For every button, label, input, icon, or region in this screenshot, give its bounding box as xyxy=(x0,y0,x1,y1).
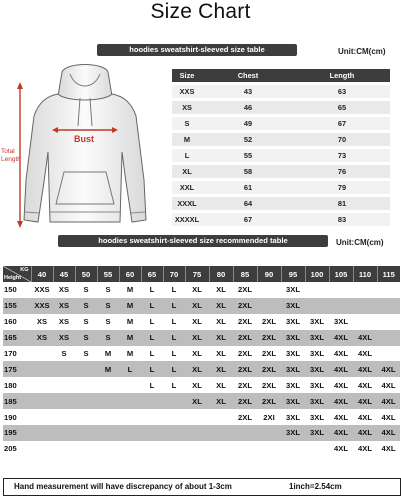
hoodie-drawing xyxy=(0,60,170,235)
size-recommendation-cell: 2XL xyxy=(233,314,257,330)
chest-cell: 49 xyxy=(202,117,294,130)
size-recommendation-cell: XL xyxy=(209,330,233,346)
size-recommendation-cell: 2XL xyxy=(233,361,257,377)
size-recommendation-cell: XL xyxy=(209,393,233,409)
size-recommendation-cell: XL xyxy=(209,361,233,377)
size-recommendation-cell: 3XL xyxy=(281,361,305,377)
weight-header: 100 xyxy=(305,266,329,282)
size-recommendation-cell: 3XL xyxy=(281,377,305,393)
length-header: Length xyxy=(294,69,390,82)
weight-header: 40 xyxy=(31,266,53,282)
size-recommendation-cell xyxy=(305,298,329,314)
size-recommendation-cell xyxy=(257,298,281,314)
size-recommendation-cell: 4XL xyxy=(353,361,377,377)
size-recommendation-cell: L xyxy=(141,377,163,393)
recommend-table xyxy=(3,266,400,457)
recommend-table-unit: Unit:CM(cm) xyxy=(336,238,384,247)
size-recommendation-cell: 2XL xyxy=(257,330,281,346)
size-recommendation-cell: L xyxy=(163,282,185,298)
hoodie-illustration xyxy=(0,60,170,235)
size-recommendation-cell xyxy=(119,393,141,409)
size-recommendation-cell: 4XL xyxy=(377,409,400,425)
size-recommendation-cell: S xyxy=(75,330,97,346)
chest-cell: 55 xyxy=(202,149,294,162)
chest-cell: 61 xyxy=(202,181,294,194)
size-recommendation-cell xyxy=(353,314,377,330)
weight-header: 85 xyxy=(233,266,257,282)
size-header: Size xyxy=(172,69,202,82)
size-cell: XXXXL xyxy=(172,213,202,226)
size-recommendation-cell xyxy=(377,314,400,330)
size-recommendation-cell: 2XL xyxy=(257,393,281,409)
size-recommendation-cell: 4XL xyxy=(353,441,377,457)
height-cell: 175 xyxy=(3,361,31,377)
size-recommendation-cell xyxy=(185,409,209,425)
size-recommendation-cell: L xyxy=(163,330,185,346)
size-recommendation-cell: XL xyxy=(185,346,209,362)
size-recommendation-cell xyxy=(163,393,185,409)
size-recommendation-cell: L xyxy=(163,361,185,377)
size-recommendation-cell: XL xyxy=(209,282,233,298)
size-recommendation-cell xyxy=(257,425,281,441)
corner-height-label: Height xyxy=(4,275,22,281)
size-recommendation-cell: 4XL xyxy=(377,441,400,457)
size-recommendation-cell xyxy=(53,409,75,425)
size-recommendation-cell: M xyxy=(119,346,141,362)
size-recommendation-cell: 2XL xyxy=(233,298,257,314)
size-recommendation-cell xyxy=(141,393,163,409)
size-recommendation-cell: 3XL xyxy=(281,393,305,409)
size-recommendation-cell xyxy=(31,441,53,457)
size-recommendation-cell: L xyxy=(163,298,185,314)
size-recommendation-cell: S xyxy=(75,346,97,362)
size-recommendation-cell: 4XL xyxy=(329,441,353,457)
size-recommendation-cell: 3XL xyxy=(281,425,305,441)
size-recommendation-cell: 4XL xyxy=(353,377,377,393)
size-recommendation-cell: 2XL xyxy=(257,361,281,377)
size-recommendation-cell: L xyxy=(141,330,163,346)
length-cell: 73 xyxy=(294,149,390,162)
total-length-label-line1: Total xyxy=(1,148,15,155)
size-recommendation-cell: 4XL xyxy=(329,346,353,362)
size-recommendation-cell xyxy=(53,361,75,377)
size-recommendation-cell: XL xyxy=(209,346,233,362)
table-row xyxy=(172,133,390,146)
size-recommendation-cell: XS xyxy=(53,330,75,346)
table-row xyxy=(172,197,390,210)
size-recommendation-cell: XL xyxy=(209,314,233,330)
page-title: Size Chart xyxy=(150,0,251,23)
size-recommendation-cell: 2XI xyxy=(257,409,281,425)
size-recommendation-cell xyxy=(97,377,119,393)
size-recommendation-cell: 4XL xyxy=(329,377,353,393)
inch-conversion: 1inch=2.54cm xyxy=(289,482,342,491)
size-recommendation-cell xyxy=(257,441,281,457)
size-recommendation-cell: L xyxy=(119,361,141,377)
size-recommendation-cell xyxy=(119,441,141,457)
size-recommendation-cell: S xyxy=(53,346,75,362)
size-recommendation-cell xyxy=(31,346,53,362)
size-recommendation-cell: M xyxy=(119,282,141,298)
size-cell: XXL xyxy=(172,181,202,194)
total-length-label xyxy=(1,148,21,164)
height-cell: 205 xyxy=(3,441,31,457)
size-recommendation-cell xyxy=(119,425,141,441)
size-recommendation-cell xyxy=(53,441,75,457)
size-recommendation-cell xyxy=(209,409,233,425)
size-recommendation-cell xyxy=(377,330,400,346)
discrepancy-note: Hand measurement will have discrepancy of about 1-3cm xyxy=(14,482,232,491)
length-cell: 67 xyxy=(294,117,390,130)
table-row xyxy=(172,181,390,194)
size-cell: XXXL xyxy=(172,197,202,210)
table-row xyxy=(3,425,400,441)
size-recommendation-cell: XS xyxy=(53,314,75,330)
size-recommendation-cell: L xyxy=(163,377,185,393)
size-recommendation-cell: 3XL xyxy=(305,425,329,441)
weight-header: 55 xyxy=(97,266,119,282)
size-recommendation-cell: L xyxy=(163,314,185,330)
size-recommendation-cell: 2XL xyxy=(257,377,281,393)
size-recommendation-cell xyxy=(141,409,163,425)
size-recommendation-cell: 3XL xyxy=(281,409,305,425)
size-recommendation-cell: 3XL xyxy=(305,330,329,346)
weight-header: 50 xyxy=(75,266,97,282)
size-recommendation-cell: XL xyxy=(185,282,209,298)
weight-header: 65 xyxy=(141,266,163,282)
size-recommendation-cell xyxy=(329,298,353,314)
table-row xyxy=(3,330,400,346)
size-recommendation-cell xyxy=(353,298,377,314)
table-row xyxy=(3,298,400,314)
size-recommendation-cell: 3XL xyxy=(329,314,353,330)
size-recommendation-cell xyxy=(233,441,257,457)
size-recommendation-cell: XL xyxy=(209,377,233,393)
size-recommendation-cell xyxy=(257,282,281,298)
length-cell: 83 xyxy=(294,213,390,226)
size-recommendation-cell: 4XL xyxy=(377,361,400,377)
size-recommendation-cell xyxy=(31,377,53,393)
height-cell: 155 xyxy=(3,298,31,314)
size-recommendation-cell: XXS xyxy=(31,298,53,314)
size-recommendation-cell xyxy=(53,393,75,409)
size-table-header-row xyxy=(172,69,390,82)
size-recommendation-cell xyxy=(31,425,53,441)
height-cell: 170 xyxy=(3,346,31,362)
size-recommendation-cell xyxy=(305,282,329,298)
size-recommendation-cell xyxy=(31,361,53,377)
size-recommendation-cell: S xyxy=(97,330,119,346)
weight-header: 115 xyxy=(377,266,400,282)
table-row xyxy=(172,213,390,226)
size-recommendation-cell: 2XL xyxy=(257,314,281,330)
size-recommendation-cell: S xyxy=(97,298,119,314)
height-cell: 150 xyxy=(3,282,31,298)
height-cell: 195 xyxy=(3,425,31,441)
height-cell: 190 xyxy=(3,409,31,425)
size-recommendation-cell: L xyxy=(141,314,163,330)
size-recommendation-cell xyxy=(329,282,353,298)
recommend-table-banner: hoodies sweatshirt-sleeved size recommended table xyxy=(58,235,328,247)
size-recommendation-cell: L xyxy=(141,298,163,314)
size-recommendation-cell xyxy=(233,425,257,441)
size-recommendation-cell: 4XL xyxy=(329,409,353,425)
weight-header: 95 xyxy=(281,266,305,282)
size-recommendation-cell: L xyxy=(141,361,163,377)
size-recommendation-cell: L xyxy=(163,346,185,362)
size-recommendation-cell: XXS xyxy=(31,282,53,298)
size-recommendation-cell: 4XL xyxy=(353,346,377,362)
size-recommendation-cell: S xyxy=(75,314,97,330)
weight-header: 90 xyxy=(257,266,281,282)
size-recommendation-cell: 3XL xyxy=(305,409,329,425)
size-recommendation-cell: S xyxy=(75,298,97,314)
table-row xyxy=(172,101,390,114)
size-recommendation-cell xyxy=(209,441,233,457)
size-recommendation-cell: 4XL xyxy=(353,425,377,441)
size-recommendation-cell: M xyxy=(119,298,141,314)
size-recommendation-cell xyxy=(53,377,75,393)
table-row xyxy=(3,282,400,298)
size-recommendation-cell: XS xyxy=(31,314,53,330)
table-row xyxy=(172,165,390,178)
chest-cell: 58 xyxy=(202,165,294,178)
weight-header: 60 xyxy=(119,266,141,282)
size-recommendation-cell: M xyxy=(97,346,119,362)
size-recommendation-cell xyxy=(377,346,400,362)
size-table-banner: hoodies sweatshirt-sleeved size table xyxy=(97,44,297,56)
size-recommendation-cell xyxy=(119,377,141,393)
length-cell: 79 xyxy=(294,181,390,194)
weight-header: 105 xyxy=(329,266,353,282)
size-recommendation-cell: S xyxy=(97,282,119,298)
size-recommendation-cell xyxy=(185,425,209,441)
size-recommendation-cell: XL xyxy=(185,314,209,330)
size-recommendation-cell: L xyxy=(141,346,163,362)
height-cell: 165 xyxy=(3,330,31,346)
size-recommendation-cell: 3XL xyxy=(305,377,329,393)
size-recommendation-cell xyxy=(377,282,400,298)
size-recommendation-cell: M xyxy=(119,314,141,330)
table-row xyxy=(172,149,390,162)
size-table xyxy=(172,66,390,229)
size-recommendation-cell: 2XL xyxy=(233,330,257,346)
length-cell: 70 xyxy=(294,133,390,146)
total-length-label-line2: Length xyxy=(1,156,21,163)
size-recommendation-cell: 2XL xyxy=(257,346,281,362)
size-recommendation-cell: S xyxy=(75,282,97,298)
size-recommendation-cell xyxy=(31,393,53,409)
size-recommendation-cell xyxy=(209,425,233,441)
size-recommendation-cell xyxy=(185,441,209,457)
length-cell: 65 xyxy=(294,101,390,114)
corner-cell xyxy=(3,266,31,282)
size-recommendation-cell xyxy=(163,425,185,441)
size-recommendation-cell: 2XL xyxy=(233,393,257,409)
size-recommendation-cell xyxy=(75,377,97,393)
size-recommendation-cell xyxy=(75,361,97,377)
size-cell: L xyxy=(172,149,202,162)
size-recommendation-cell: 4XL xyxy=(329,330,353,346)
table-row xyxy=(3,377,400,393)
size-recommendation-cell: 4XL xyxy=(377,377,400,393)
chest-cell: 46 xyxy=(202,101,294,114)
size-recommendation-cell xyxy=(305,441,329,457)
size-recommendation-cell: L xyxy=(141,282,163,298)
size-recommendation-cell: 3XL xyxy=(281,346,305,362)
size-recommendation-cell: 4XL xyxy=(353,409,377,425)
size-recommendation-cell: XL xyxy=(185,361,209,377)
size-recommendation-cell xyxy=(163,441,185,457)
table-row xyxy=(3,361,400,377)
weight-header: 110 xyxy=(353,266,377,282)
size-recommendation-cell: 4XL xyxy=(377,425,400,441)
weight-header: 45 xyxy=(53,266,75,282)
height-cell: 160 xyxy=(3,314,31,330)
size-recommendation-cell: XL xyxy=(209,298,233,314)
table-row xyxy=(3,441,400,457)
size-recommendation-cell: XL xyxy=(185,330,209,346)
size-recommendation-cell: M xyxy=(97,361,119,377)
size-recommendation-cell xyxy=(353,282,377,298)
size-recommendation-cell xyxy=(281,441,305,457)
size-recommendation-cell xyxy=(97,409,119,425)
size-recommendation-cell: 2XL xyxy=(233,409,257,425)
size-recommendation-cell: 2XL xyxy=(233,346,257,362)
size-recommendation-cell: 3XL xyxy=(281,282,305,298)
height-cell: 185 xyxy=(3,393,31,409)
size-cell: XL xyxy=(172,165,202,178)
size-recommendation-cell xyxy=(31,409,53,425)
size-recommendation-cell: 3XL xyxy=(305,346,329,362)
length-cell: 63 xyxy=(294,85,390,98)
size-recommendation-cell xyxy=(97,393,119,409)
height-cell: 180 xyxy=(3,377,31,393)
recommend-header-row xyxy=(3,266,400,282)
chest-cell: 52 xyxy=(202,133,294,146)
size-recommendation-cell xyxy=(141,441,163,457)
size-cell: XXS xyxy=(172,85,202,98)
size-recommendation-cell xyxy=(141,425,163,441)
size-recommendation-cell: XL xyxy=(185,298,209,314)
size-cell: S xyxy=(172,117,202,130)
size-recommendation-cell: 4XL xyxy=(329,425,353,441)
chest-cell: 43 xyxy=(202,85,294,98)
size-table-unit: Unit:CM(cm) xyxy=(338,47,386,56)
size-recommendation-cell xyxy=(97,441,119,457)
weight-header: 70 xyxy=(163,266,185,282)
chest-header: Chest xyxy=(202,69,294,82)
size-recommendation-cell xyxy=(75,393,97,409)
size-recommendation-cell xyxy=(119,409,141,425)
size-recommendation-cell: 3XL xyxy=(281,330,305,346)
size-recommendation-cell: 4XL xyxy=(377,393,400,409)
size-recommendation-cell: 3XL xyxy=(305,361,329,377)
size-recommendation-cell: 3XL xyxy=(305,314,329,330)
size-recommendation-cell: XS xyxy=(53,282,75,298)
size-recommendation-cell: M xyxy=(119,330,141,346)
size-cell: M xyxy=(172,133,202,146)
chest-cell: 64 xyxy=(202,197,294,210)
bust-label: Bust xyxy=(74,134,94,144)
size-recommendation-cell xyxy=(75,441,97,457)
size-recommendation-cell: 3XL xyxy=(281,314,305,330)
size-recommendation-cell xyxy=(377,298,400,314)
table-row xyxy=(3,409,400,425)
size-recommendation-cell: 3XL xyxy=(305,393,329,409)
size-recommendation-cell xyxy=(97,425,119,441)
size-cell: XS xyxy=(172,101,202,114)
size-recommendation-cell: 2XL xyxy=(233,282,257,298)
footer-note-box xyxy=(3,478,401,496)
table-row xyxy=(172,117,390,130)
size-recommendation-cell: 4XL xyxy=(329,361,353,377)
table-row xyxy=(3,393,400,409)
size-recommendation-cell: 3XL xyxy=(281,298,305,314)
corner-kg-label: KG xyxy=(20,267,29,273)
size-recommendation-cell: XS xyxy=(53,298,75,314)
size-recommendation-cell xyxy=(75,409,97,425)
size-recommendation-cell xyxy=(75,425,97,441)
length-cell: 81 xyxy=(294,197,390,210)
size-recommendation-cell: XL xyxy=(185,377,209,393)
table-row xyxy=(3,346,400,362)
size-recommendation-cell: 4XL xyxy=(329,393,353,409)
table-row xyxy=(3,314,400,330)
size-recommendation-cell: XL xyxy=(185,393,209,409)
size-recommendation-cell: 2XL xyxy=(233,377,257,393)
weight-header: 80 xyxy=(209,266,233,282)
table-row xyxy=(172,85,390,98)
size-recommendation-cell: S xyxy=(97,314,119,330)
chest-cell: 67 xyxy=(202,213,294,226)
size-recommendation-cell: 4XL xyxy=(353,393,377,409)
size-recommendation-cell xyxy=(163,409,185,425)
size-recommendation-cell: 4XL xyxy=(353,330,377,346)
weight-header: 75 xyxy=(185,266,209,282)
length-cell: 76 xyxy=(294,165,390,178)
size-recommendation-cell xyxy=(53,425,75,441)
size-recommendation-cell: XS xyxy=(31,330,53,346)
